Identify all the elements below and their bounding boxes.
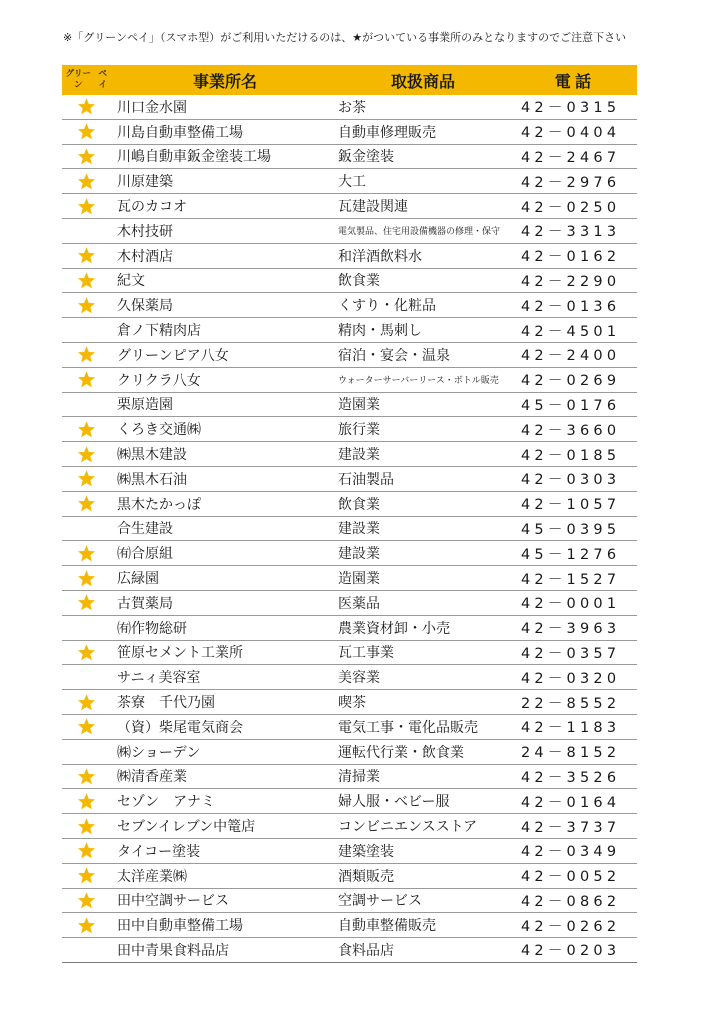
business-name: ㈲合原組: [117, 546, 173, 563]
star-icon: [77, 891, 96, 910]
star-icon: [77, 197, 96, 216]
product: 電気工事・電化品販売: [338, 719, 478, 736]
business-name: 黒木たかっぽ: [117, 496, 201, 513]
phone-number: 42－0164: [521, 794, 621, 811]
business-name: 太洋産業㈱: [117, 868, 187, 885]
business-name: 木村技研: [117, 223, 173, 240]
star-icon: [77, 767, 96, 786]
business-table: [62, 65, 637, 963]
phone-number: 42－4501: [521, 323, 621, 340]
product: 農業資材卸・小売: [338, 620, 450, 637]
phone-number: 42－0136: [521, 298, 621, 315]
table-row: [62, 889, 637, 914]
phone-number: 42－2467: [521, 149, 621, 166]
product: 和洋酒飲料水: [338, 248, 422, 265]
green-pay-cell: [62, 420, 111, 439]
product: 電気製品、住宅用設備機器の修理・保守: [338, 227, 501, 238]
phone-number: 42－0162: [521, 249, 621, 266]
business-name: 栗原造園: [117, 397, 173, 414]
product: 食料品店: [338, 942, 394, 959]
green-pay-cell: [62, 97, 111, 116]
green-pay-cell: [62, 767, 111, 786]
business-name: 倉ノ下精肉店: [117, 323, 201, 340]
phone-number: 24－8152: [521, 745, 621, 762]
phone-number: 42－0357: [521, 645, 621, 662]
star-icon: [77, 271, 96, 290]
phone-number: 42－0303: [521, 472, 621, 489]
product: 美容業: [338, 670, 380, 687]
table-row: [62, 95, 637, 120]
table-row: [62, 690, 637, 715]
business-name: 田中青果食料品店: [117, 942, 229, 959]
green-pay-cell: [62, 246, 111, 265]
product: 清掃業: [338, 769, 380, 786]
green-pay-cell: [62, 916, 111, 935]
star-icon: [77, 817, 96, 836]
product: 運転代行業・飲食業: [338, 744, 464, 761]
table-row: [62, 492, 637, 517]
phone-number: 42－0320: [521, 670, 621, 687]
table-row: [62, 219, 637, 244]
phone-number: 42－0052: [521, 869, 621, 886]
table-row: [62, 765, 637, 790]
product: 婦人服・ベビー服: [338, 794, 450, 811]
star-icon: [77, 593, 96, 612]
phone-number: 45－1276: [521, 546, 621, 563]
table-row: [62, 368, 637, 393]
product: 建設業: [338, 546, 380, 563]
green-pay-cell: [62, 147, 111, 166]
table-row: [62, 740, 637, 765]
table-row: [62, 442, 637, 467]
product: 建設業: [338, 521, 380, 538]
star-icon: [77, 693, 96, 712]
star-icon: [77, 643, 96, 662]
table-row: [62, 814, 637, 839]
product: 大工: [338, 174, 366, 191]
business-name: 古賀薬局: [117, 595, 173, 612]
business-name: セブンイレブン中篭店: [117, 819, 256, 835]
phone-number: 42－0185: [521, 447, 621, 464]
business-name: 瓦のカコオ: [117, 199, 187, 216]
table-row: [62, 864, 637, 889]
business-name: 紀文: [117, 273, 145, 290]
phone-number: 42－3660: [521, 422, 621, 439]
product: 医薬品: [338, 595, 380, 612]
star-icon: [77, 147, 96, 166]
business-name: クリクラ八女: [117, 372, 201, 389]
business-name: 広緑園: [117, 571, 159, 588]
star-icon: [77, 544, 96, 563]
product: お茶: [338, 99, 366, 116]
table-row: [62, 616, 637, 641]
business-name: （資）柴尾電気商会: [117, 719, 243, 736]
star-icon: [77, 370, 96, 389]
product: 宿泊・宴会・温泉: [338, 347, 450, 364]
header-green-pay: グリーン ペイ: [65, 69, 108, 90]
green-pay-cell: [62, 494, 111, 513]
product: 旅行業: [338, 422, 380, 439]
product: 鈑金塗装: [338, 149, 394, 166]
green-pay-cell: [62, 271, 111, 290]
notice-text: ※「グリーンペイ」（スマホ型）がご利用いただけるのは、★がついている事業所のみとなりますのでご注意下さい: [63, 31, 627, 44]
green-pay-cell: [62, 891, 111, 910]
business-name: 川原建築: [117, 174, 173, 191]
phone-number: 42－0315: [521, 100, 621, 117]
table-row: [62, 913, 637, 938]
star-icon: [77, 841, 96, 860]
table-row: [62, 566, 637, 591]
phone-number: 42－0001: [521, 596, 621, 613]
star-icon: [77, 345, 96, 364]
green-pay-cell: [62, 866, 111, 885]
star-icon: [77, 445, 96, 464]
product: 飲食業: [338, 273, 380, 290]
business-name: 川口金水園: [117, 99, 187, 116]
product: 造園業: [338, 571, 380, 588]
table-row: [62, 789, 637, 814]
product: 空調サービス: [338, 893, 422, 910]
table-row: [62, 467, 637, 492]
star-icon: [77, 246, 96, 265]
table-row: [62, 318, 637, 343]
business-name: ㈱ショーデン: [117, 744, 201, 761]
business-name: 久保薬局: [117, 298, 173, 315]
business-name: 木村酒店: [117, 248, 173, 265]
business-name: ㈲作物総研: [117, 620, 187, 637]
business-name: 笹原セメント工業所: [117, 645, 243, 662]
star-icon: [77, 569, 96, 588]
product: ウォーターサーバーリース・ボトル販売: [338, 376, 499, 387]
business-name: タイコー塗装: [117, 843, 201, 860]
product: 喫茶: [338, 695, 366, 712]
green-pay-cell: [62, 717, 111, 736]
product: 造園業: [338, 397, 380, 414]
star-icon: [77, 172, 96, 191]
phone-number: 42－1527: [521, 571, 621, 588]
phone-number: 42－0404: [521, 125, 621, 142]
green-pay-cell: [62, 370, 111, 389]
table-row: [62, 641, 637, 666]
table-row: [62, 120, 637, 145]
phone-number: 42－2290: [521, 273, 621, 290]
phone-number: 42－2400: [521, 348, 621, 365]
product: 酒類販売: [338, 868, 394, 885]
business-name: ㈱清香産業: [117, 769, 187, 786]
star-icon: [77, 469, 96, 488]
business-name: ㈱黒木石油: [117, 471, 187, 488]
product: 建設業: [338, 447, 380, 464]
star-icon: [77, 97, 96, 116]
header-business-name: 事業所名: [192, 71, 257, 91]
phone-number: 42－3963: [521, 621, 621, 638]
table-row: [62, 839, 637, 864]
product: 瓦建設関連: [338, 199, 408, 216]
table-body: [62, 95, 637, 963]
phone-number: 42－1057: [521, 497, 621, 514]
table-row: [62, 393, 637, 418]
phone-number: 42－0203: [521, 943, 621, 960]
star-icon: [77, 122, 96, 141]
phone-number: 42－3737: [521, 819, 621, 836]
star-icon: [77, 494, 96, 513]
green-pay-cell: [62, 445, 111, 464]
phone-number: 42－2976: [521, 174, 621, 191]
product: 自動車修理販売: [338, 124, 436, 141]
star-icon: [77, 866, 96, 885]
star-icon: [77, 420, 96, 439]
table-row: [62, 293, 637, 318]
table-row: [62, 591, 637, 616]
product: コンビニエンスストア: [338, 819, 478, 835]
business-name: 茶寮 千代乃園: [117, 695, 215, 712]
business-name: くろき交通㈱: [117, 422, 201, 439]
table-row: [62, 194, 637, 219]
star-icon: [77, 296, 96, 315]
table-header: [62, 65, 637, 95]
business-name: 合生建設: [117, 521, 173, 538]
product: 石油製品: [338, 471, 394, 488]
green-pay-cell: [62, 643, 111, 662]
phone-number: 42－1183: [521, 720, 621, 737]
green-pay-cell: [62, 569, 111, 588]
green-pay-cell: [62, 197, 111, 216]
business-name: 川島自動車整備工場: [117, 124, 243, 141]
green-pay-cell: [62, 841, 111, 860]
green-pay-cell: [62, 469, 111, 488]
table-row: [62, 541, 637, 566]
green-pay-cell: [62, 544, 111, 563]
phone-number: 42－0349: [521, 844, 621, 861]
phone-number: 42－3526: [521, 769, 621, 786]
table-row: [62, 145, 637, 170]
green-pay-cell: [62, 817, 111, 836]
business-name: 田中自動車整備工場: [117, 918, 243, 935]
star-icon: [77, 792, 96, 811]
table-row: [62, 417, 637, 442]
phone-number: 42－0262: [521, 918, 621, 935]
business-name: 田中空調サービス: [117, 893, 229, 910]
green-pay-cell: [62, 345, 111, 364]
product: 精肉・馬刺し: [338, 323, 422, 340]
phone-number: 45－0176: [521, 397, 621, 414]
product: 飲食業: [338, 496, 380, 513]
green-pay-cell: [62, 693, 111, 712]
table-row: [62, 244, 637, 269]
green-pay-cell: [62, 593, 111, 612]
phone-number: 42－0862: [521, 893, 621, 910]
star-icon: [77, 916, 96, 935]
product: 瓦工事業: [338, 645, 394, 662]
product: 建築塗装: [338, 843, 394, 860]
table-row: [62, 269, 637, 294]
phone-number: 42－0250: [521, 199, 621, 216]
business-name: サニィ美容室: [117, 670, 201, 687]
business-name: セゾン アナミ: [117, 794, 215, 811]
green-pay-cell: [62, 296, 111, 315]
green-pay-cell: [62, 792, 111, 811]
green-pay-cell: [62, 172, 111, 191]
table-row: [62, 938, 637, 963]
star-icon: [77, 717, 96, 736]
phone-number: 22－8552: [521, 695, 621, 712]
table-row: [62, 343, 637, 368]
phone-number: 45－0395: [521, 521, 621, 538]
green-pay-cell: [62, 122, 111, 141]
phone-number: 42－3313: [521, 224, 621, 241]
product: 自動車整備販売: [338, 918, 436, 935]
table-row: [62, 665, 637, 690]
product: くすり・化粧品: [338, 298, 436, 315]
table-row: [62, 517, 637, 542]
phone-number: 42－0269: [521, 373, 621, 390]
business-name: グリーンピア八女: [117, 347, 229, 364]
table-row: [62, 715, 637, 740]
business-name: 川嶋自動車鈑金塗装工場: [117, 149, 271, 166]
header-phone: 電話: [554, 71, 596, 91]
table-row: [62, 169, 637, 194]
header-products: 取扱商品: [390, 71, 455, 91]
business-name: ㈱黒木建設: [117, 447, 187, 464]
